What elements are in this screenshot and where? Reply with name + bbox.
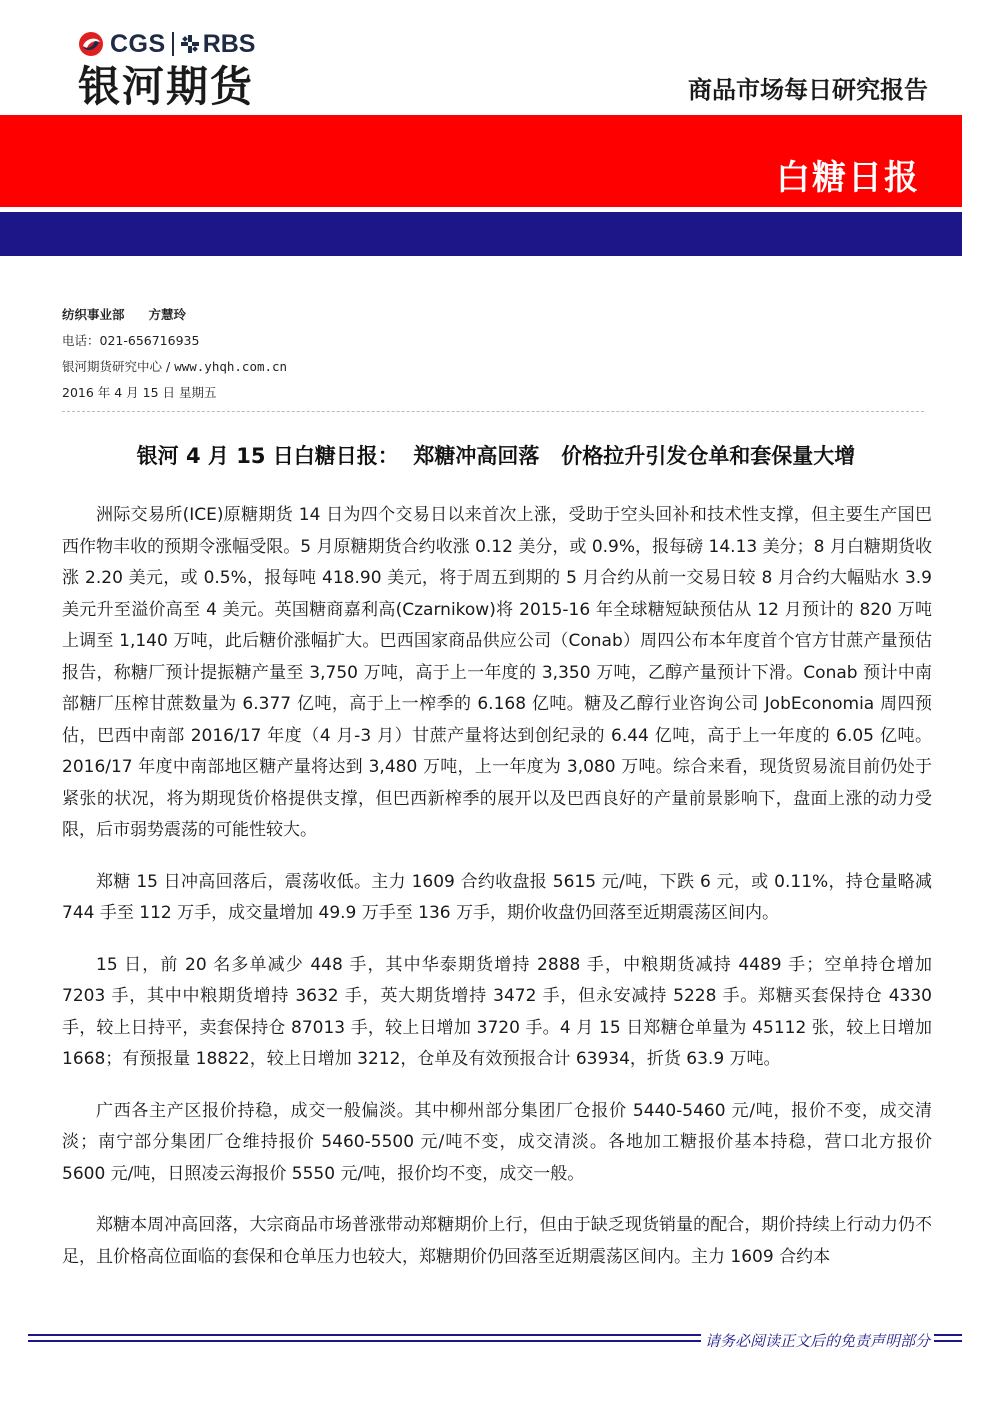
- paragraph-ice-sugar: 洲际交易所(ICE)原糖期货 14 日为四个交易日以来首次上涨，受助于空头回补和技术性支撑，但主要生产国巴西作物丰收的预期令涨幅受限。5 月原糖期货合约收涨 0.12 美分，或 0.9%，报每磅 14.13 美分；8 月白糖期货收涨 2.20 美元，或 0.5%，报每吨 418.90 美元，将于周五到期的 5 月合约从前一交易日较 8 月合约大幅贴水 3.9 美元升至溢价高至 4 美元。英国糖商嘉利高(Czarnikow)将 2015-16 年全球糖短缺预估从 12 月预计的 820 万吨上调至 1,140 万吨，此后糖价涨幅扩大。巴西国家商品供应公司（Conab）周四公布本年度首个官方甘蔗产量预估报告，称糖厂预计提振糖产量至 3,750 万吨，高于上一年度的 3,350 万吨，乙醇产量预计下滑。Conab 预计中南部糖厂压榨甘蔗数量为 6.377 亿吨，高于上一榨季的 6.168 亿吨。糖及乙醇行业咨询公司 JobEconomia 周四预估，巴西中南部 2016/17 年度（4 月-3 月）甘蔗产量将达到创纪录的 6.44 亿吨，高于上一年度的 6.05 亿吨。2016/17 年度中南部地区糖产量将达到 3,480 万吨，上一年度为 3,080 万吨。综合来看，现货贸易流目前仍处于紧张的状况，将为期现货价格提供支撑，但巴西新榨季的展开以及巴西良好的产量前景影响下，盘面上涨的动力受限，后市弱势震荡的可能性较大。: [62, 505, 932, 840]
- brand-chinese-name: 银河期货: [78, 62, 255, 111]
- brand-rbs-text: RBS: [202, 29, 256, 58]
- article-headline: 银河 4 月 15 日白糖日报： 郑糖冲高回落 价格拉升引发仓单和套保量大增: [136, 444, 856, 468]
- company-logo: [78, 28, 278, 118]
- header-blue-band: [0, 212, 962, 256]
- website-separator: /: [162, 359, 175, 374]
- brand-cgs-text: CGS: [110, 29, 166, 58]
- paragraph-weekly-outlook: 郑糖本周冲高回落，大宗商品市场普涨带动郑糖期价上行，但由于缺乏现货销量的配合，期价持续上行动力仍不足，且价格高位面临的套保和仓单压力也较大，郑糖期价仍回落至近期震荡区间内。主力 1609 合约本: [62, 1215, 932, 1267]
- report-type-label: 商品市场每日研究报告: [688, 76, 928, 104]
- meta-divider: [62, 411, 924, 412]
- paragraph-positions: 15 日，前 20 名多单减少 448 手，其中华泰期货增持 2888 手，中粮期货减持 4489 手；空单持仓增加 7203 手，其中中粮期货增持 3632 手，英大期货增持 3472 手，但永安减持 5228 手。郑糖买套保持仓 4330 手，较上日持平，卖套保持仓 87013 手，较上日增加 3720 手。4 月 15 日郑糖仓单量为 45112 张，较上日增加 1668；有预报量 18822，较上日增加 3212，仓单及有效预报合计 63934，折货 63.9 万吨。: [62, 954, 932, 1069]
- report-date: 2016 年 4 月 15 日 星期五: [62, 385, 217, 400]
- website-row: [62, 354, 287, 380]
- disclaimer-note: 请务必阅读正文后的免责声明部分: [701, 1330, 934, 1351]
- paragraph-zhengzhou-price: 郑糖 15 日冲高回落后，震荡收低。主力 1609 合约收盘报 5615 元/吨，下跌 6 元，或 0.11%，持仓量略减 744 手至 112 万手，成交量增加 49.9 万手至 136 万手，期价收盘仍回落至近期震荡区间内。: [62, 871, 932, 923]
- rbs-daisy-icon: [180, 34, 200, 54]
- logo-english-row: [78, 28, 278, 60]
- brand-separator: [172, 32, 174, 56]
- phone-row: 电话：021-656716935: [62, 333, 200, 348]
- article-body: [62, 500, 932, 1293]
- paragraph-spot-quotes: 广西各主产区报价持稳，成交一般偏淡。其中柳州部分集团厂仓报价 5440-5460 元/吨，报价不变，成交清淡；南宁部分集团厂仓维持报价 5460-5500 元/吨不变，成交清淡。各地加工糖报价基本持稳，营口北方报价 5600 元/吨，日照凌云海报价 5550 元/吨，报价均不变，成交一般。: [62, 1100, 932, 1184]
- author-info: [62, 302, 287, 406]
- research-center-name: 银河期货研究中心: [62, 359, 163, 374]
- website-link[interactable]: www.yhqh.com.cn: [174, 359, 288, 374]
- author-row: [62, 302, 287, 328]
- cgs-swirl-icon: [78, 31, 104, 57]
- department-name: 纺织事业部: [62, 307, 125, 322]
- report-title: 白糖日报: [776, 158, 920, 198]
- author-name: 方慧玲: [148, 307, 187, 322]
